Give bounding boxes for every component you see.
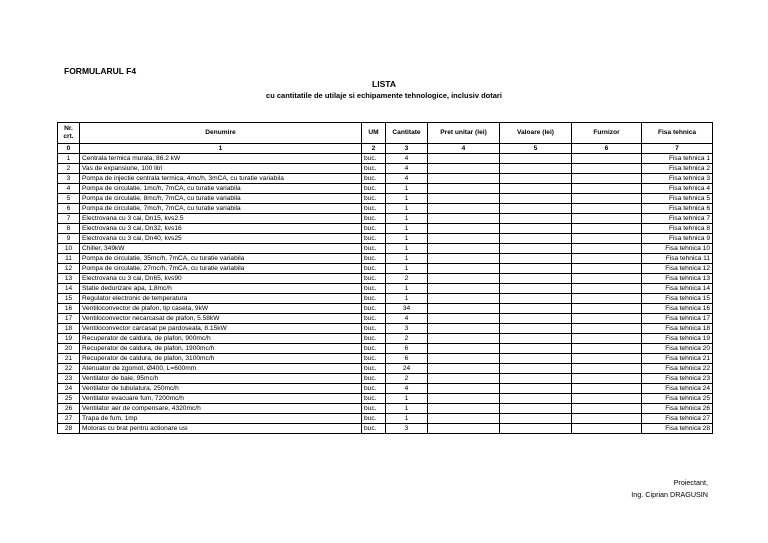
- row-number: 4: [58, 184, 80, 194]
- item-name: Recuperator de caldura, de plafon, 900mc/h: [80, 334, 362, 344]
- row-number: 5: [58, 194, 80, 204]
- table-row: [58, 254, 713, 264]
- item-um: buc.: [362, 224, 386, 234]
- col-header-denumire: Denumire: [80, 123, 362, 144]
- item-name: Pompa de circulatie, 27mc/h, 7mCA, cu turatie variabila: [80, 264, 362, 274]
- table-row: [58, 234, 713, 244]
- item-datasheet: Fisa tehnica 10: [642, 244, 713, 254]
- item-value: [500, 414, 572, 424]
- item-datasheet: Fisa tehnica 13: [642, 274, 713, 284]
- item-unit-price: [428, 274, 500, 284]
- col-header-fisa-tehnica: Fisa tehnica: [642, 123, 713, 144]
- item-datasheet: Fisa tehnica 24: [642, 384, 713, 394]
- table-row: [58, 174, 713, 184]
- item-name: Ventilator de tubulatura, 250mc/h: [80, 384, 362, 394]
- item-supplier: [572, 384, 642, 394]
- item-quantity: 4: [386, 174, 428, 184]
- row-number: 3: [58, 174, 80, 184]
- item-quantity: 1: [386, 214, 428, 224]
- item-name: Statie dedurizare apa, 1,8mc/h: [80, 284, 362, 294]
- item-quantity: 6: [386, 344, 428, 354]
- item-datasheet: Fisa tehnica 6: [642, 204, 713, 214]
- item-value: [500, 214, 572, 224]
- column-number: 1: [80, 144, 362, 154]
- item-um: buc.: [362, 154, 386, 164]
- item-um: buc.: [362, 194, 386, 204]
- item-quantity: 1: [386, 224, 428, 234]
- item-quantity: 2: [386, 374, 428, 384]
- row-number: 18: [58, 324, 80, 334]
- item-unit-price: [428, 174, 500, 184]
- item-quantity: 2: [386, 334, 428, 344]
- item-um: buc.: [362, 324, 386, 334]
- item-quantity: 4: [386, 384, 428, 394]
- item-name: Trapa de fum, 1mp: [80, 414, 362, 424]
- item-value: [500, 404, 572, 414]
- item-datasheet: Fisa tehnica 5: [642, 194, 713, 204]
- row-number: 2: [58, 164, 80, 174]
- item-value: [500, 164, 572, 174]
- signature-role: Proiectant,: [673, 478, 708, 487]
- table-row: [58, 364, 713, 374]
- item-um: buc.: [362, 304, 386, 314]
- item-supplier: [572, 424, 642, 434]
- item-datasheet: Fisa tehnica 18: [642, 324, 713, 334]
- column-number: 5: [500, 144, 572, 154]
- item-datasheet: Fisa tehnica 16: [642, 304, 713, 314]
- item-value: [500, 334, 572, 344]
- item-name: Ventilator evacuare fum, 7200mc/h: [80, 394, 362, 404]
- item-value: [500, 374, 572, 384]
- table-row: [58, 244, 713, 254]
- signature-name: Ing. Ciprian DRAGUSIN: [631, 490, 708, 499]
- table-row: [58, 204, 713, 214]
- item-name: Pompa de injectie centrala termica, 4mc/h, 3mCA, cu turatie variabila: [80, 174, 362, 184]
- item-name: Chiller, 349kW: [80, 244, 362, 254]
- item-quantity: 4: [386, 314, 428, 324]
- item-name: Ventilator de baie, 95mc/h: [80, 374, 362, 384]
- item-unit-price: [428, 254, 500, 264]
- item-supplier: [572, 244, 642, 254]
- col-header-valoare: Valoare (lei): [500, 123, 572, 144]
- item-quantity: 6: [386, 354, 428, 364]
- item-value: [500, 324, 572, 334]
- item-value: [500, 284, 572, 294]
- item-name: Electrovana cu 3 cai, Dn15, kvs2.5: [80, 214, 362, 224]
- item-supplier: [572, 254, 642, 264]
- table-row: [58, 284, 713, 294]
- column-number: 2: [362, 144, 386, 154]
- item-supplier: [572, 334, 642, 344]
- row-number: 10: [58, 244, 80, 254]
- item-um: buc.: [362, 394, 386, 404]
- item-datasheet: Fisa tehnica 17: [642, 314, 713, 324]
- item-supplier: [572, 274, 642, 284]
- row-number: 1: [58, 154, 80, 164]
- item-quantity: 1: [386, 284, 428, 294]
- row-number: 25: [58, 394, 80, 404]
- item-datasheet: Fisa tehnica 7: [642, 214, 713, 224]
- list-subtitle: cu cantitatile de utilaje si echipamente tehnologice, inclusiv dotari: [266, 91, 502, 100]
- table-row: [58, 374, 713, 384]
- item-unit-price: [428, 284, 500, 294]
- item-value: [500, 264, 572, 274]
- item-quantity: 4: [386, 164, 428, 174]
- item-unit-price: [428, 234, 500, 244]
- signature-block: [631, 477, 708, 501]
- row-number: 11: [58, 254, 80, 264]
- item-unit-price: [428, 424, 500, 434]
- item-um: buc.: [362, 364, 386, 374]
- item-value: [500, 294, 572, 304]
- item-um: buc.: [362, 264, 386, 274]
- item-datasheet: Fisa tehnica 20: [642, 344, 713, 354]
- item-datasheet: Fisa tehnica 22: [642, 364, 713, 374]
- item-name: Pompa de circulatie, 1mc/h, 7mCA, cu turatie variabila: [80, 184, 362, 194]
- item-datasheet: Fisa tehnica 1: [642, 154, 713, 164]
- item-value: [500, 254, 572, 264]
- item-supplier: [572, 214, 642, 224]
- table-row: [58, 314, 713, 324]
- col-header-nr: Nr. crt.: [58, 123, 80, 144]
- item-unit-price: [428, 264, 500, 274]
- item-um: buc.: [362, 254, 386, 264]
- item-quantity: 34: [386, 304, 428, 314]
- table-row: [58, 424, 713, 434]
- item-name: Electrovana cu 3 cai, Dn65, kvs90: [80, 274, 362, 284]
- table-row: [58, 274, 713, 284]
- item-supplier: [572, 194, 642, 204]
- item-name: Vas de expansiune, 100 litri: [80, 164, 362, 174]
- item-value: [500, 174, 572, 184]
- item-datasheet: Fisa tehnica 8: [642, 224, 713, 234]
- item-quantity: 1: [386, 394, 428, 404]
- table-row: [58, 154, 713, 164]
- item-supplier: [572, 394, 642, 404]
- item-um: buc.: [362, 244, 386, 254]
- item-um: buc.: [362, 314, 386, 324]
- row-number: 21: [58, 354, 80, 364]
- row-number: 27: [58, 414, 80, 424]
- column-number: 0: [58, 144, 80, 154]
- row-number: 26: [58, 404, 80, 414]
- item-quantity: 2: [386, 274, 428, 284]
- item-quantity: 1: [386, 204, 428, 214]
- item-supplier: [572, 224, 642, 234]
- header-row: [58, 123, 713, 144]
- item-supplier: [572, 404, 642, 414]
- item-um: buc.: [362, 234, 386, 244]
- col-header-furnizor: Furnizor: [572, 123, 642, 144]
- item-supplier: [572, 174, 642, 184]
- table-row: [58, 194, 713, 204]
- item-value: [500, 344, 572, 354]
- item-um: buc.: [362, 184, 386, 194]
- item-um: buc.: [362, 284, 386, 294]
- item-value: [500, 354, 572, 364]
- item-name: Recuperator de caldura, de plafon, 1900mc/h: [80, 344, 362, 354]
- item-datasheet: Fisa tehnica 4: [642, 184, 713, 194]
- item-unit-price: [428, 184, 500, 194]
- col-header-um: UM: [362, 123, 386, 144]
- item-datasheet: Fisa tehnica 15: [642, 294, 713, 304]
- item-supplier: [572, 234, 642, 244]
- item-datasheet: Fisa tehnica 12: [642, 264, 713, 274]
- item-quantity: 1: [386, 234, 428, 244]
- row-number: 7: [58, 214, 80, 224]
- item-unit-price: [428, 194, 500, 204]
- table-row: [58, 304, 713, 314]
- item-um: buc.: [362, 204, 386, 214]
- item-supplier: [572, 414, 642, 424]
- item-name: Electrovana cu 3 cai, Dn32, kvs16: [80, 224, 362, 234]
- col-header-pret-unitar: Pret unitar (lei): [428, 123, 500, 144]
- item-name: Centrala termica murala, 86.2 kW: [80, 154, 362, 164]
- list-title: LISTA: [372, 79, 396, 89]
- item-quantity: 1: [386, 254, 428, 264]
- item-value: [500, 424, 572, 434]
- item-um: buc.: [362, 274, 386, 284]
- item-supplier: [572, 294, 642, 304]
- item-name: Electrovana cu 3 cai, Dn40, kvs25: [80, 234, 362, 244]
- item-unit-price: [428, 364, 500, 374]
- item-value: [500, 184, 572, 194]
- item-datasheet: Fisa tehnica 21: [642, 354, 713, 364]
- item-um: buc.: [362, 344, 386, 354]
- item-name: Ventiloconvector necarcasat de plafon, 5.58kW: [80, 314, 362, 324]
- table-row: [58, 404, 713, 414]
- row-number: 22: [58, 364, 80, 374]
- col-header-cantitate: Cantitate: [386, 123, 428, 144]
- item-name: Ventilator aer de compensare, 4320mc/h: [80, 404, 362, 414]
- row-number: 13: [58, 274, 80, 284]
- item-datasheet: Fisa tehnica 11: [642, 254, 713, 264]
- row-number: 16: [58, 304, 80, 314]
- item-quantity: 1: [386, 414, 428, 424]
- item-value: [500, 194, 572, 204]
- item-supplier: [572, 204, 642, 214]
- item-unit-price: [428, 304, 500, 314]
- item-value: [500, 154, 572, 164]
- table-row: [58, 264, 713, 274]
- item-um: buc.: [362, 214, 386, 224]
- item-unit-price: [428, 344, 500, 354]
- column-number: 7: [642, 144, 713, 154]
- item-supplier: [572, 324, 642, 334]
- item-unit-price: [428, 324, 500, 334]
- item-value: [500, 304, 572, 314]
- item-supplier: [572, 264, 642, 274]
- item-um: buc.: [362, 384, 386, 394]
- item-value: [500, 364, 572, 374]
- equipment-table: [57, 122, 713, 434]
- item-datasheet: Fisa tehnica 23: [642, 374, 713, 384]
- item-quantity: 1: [386, 264, 428, 274]
- item-quantity: 24: [386, 364, 428, 374]
- item-um: buc.: [362, 164, 386, 174]
- item-name: Motoras cu brat pentru actionare usi: [80, 424, 362, 434]
- item-quantity: 1: [386, 294, 428, 304]
- item-unit-price: [428, 294, 500, 304]
- item-unit-price: [428, 164, 500, 174]
- item-datasheet: Fisa tehnica 14: [642, 284, 713, 294]
- item-name: Pompa de circulatie, 8mc/h, 7mCA, cu turatie variabila: [80, 194, 362, 204]
- item-datasheet: Fisa tehnica 25: [642, 394, 713, 404]
- table-row: [58, 324, 713, 334]
- item-value: [500, 204, 572, 214]
- row-number: 6: [58, 204, 80, 214]
- item-value: [500, 244, 572, 254]
- row-number: 9: [58, 234, 80, 244]
- item-supplier: [572, 314, 642, 324]
- item-quantity: 1: [386, 194, 428, 204]
- item-quantity: 1: [386, 184, 428, 194]
- column-number: 3: [386, 144, 428, 154]
- table-row: [58, 214, 713, 224]
- column-number: 4: [428, 144, 500, 154]
- item-um: buc.: [362, 424, 386, 434]
- item-quantity: 3: [386, 424, 428, 434]
- item-um: buc.: [362, 354, 386, 364]
- item-um: buc.: [362, 334, 386, 344]
- item-supplier: [572, 354, 642, 364]
- item-name: Recuperator de caldura, de plafon, 3100mc/h: [80, 354, 362, 364]
- row-number: 8: [58, 224, 80, 234]
- item-unit-price: [428, 314, 500, 324]
- item-value: [500, 274, 572, 284]
- item-unit-price: [428, 354, 500, 364]
- item-supplier: [572, 344, 642, 354]
- table-row: [58, 414, 713, 424]
- item-datasheet: Fisa tehnica 26: [642, 404, 713, 414]
- item-datasheet: Fisa tehnica 27: [642, 414, 713, 424]
- item-name: Atenuator de zgomot, Ø400, L=600mm: [80, 364, 362, 374]
- item-unit-price: [428, 384, 500, 394]
- item-unit-price: [428, 334, 500, 344]
- item-supplier: [572, 284, 642, 294]
- item-datasheet: Fisa tehnica 2: [642, 164, 713, 174]
- row-number: 23: [58, 374, 80, 384]
- item-value: [500, 384, 572, 394]
- item-datasheet: Fisa tehnica 9: [642, 234, 713, 244]
- item-unit-price: [428, 224, 500, 234]
- table-row: [58, 354, 713, 364]
- row-number: 20: [58, 344, 80, 354]
- item-supplier: [572, 164, 642, 174]
- item-unit-price: [428, 394, 500, 404]
- item-supplier: [572, 364, 642, 374]
- item-name: Ventiloconvector de plafon, tip caseta, 9kW: [80, 304, 362, 314]
- item-unit-price: [428, 214, 500, 224]
- item-quantity: 3: [386, 324, 428, 334]
- column-number: 6: [572, 144, 642, 154]
- item-unit-price: [428, 154, 500, 164]
- table-row: [58, 334, 713, 344]
- table-row: [58, 294, 713, 304]
- form-title: FORMULARUL F4: [64, 66, 137, 76]
- row-number: 28: [58, 424, 80, 434]
- row-number: 19: [58, 334, 80, 344]
- item-supplier: [572, 154, 642, 164]
- item-um: buc.: [362, 174, 386, 184]
- item-value: [500, 234, 572, 244]
- table-row: [58, 394, 713, 404]
- item-value: [500, 224, 572, 234]
- item-um: buc.: [362, 374, 386, 384]
- item-supplier: [572, 374, 642, 384]
- item-unit-price: [428, 244, 500, 254]
- table-row: [58, 384, 713, 394]
- item-value: [500, 394, 572, 404]
- item-name: Pompa de circulatie, 35mc/h, 7mCA, cu turatie variabila: [80, 254, 362, 264]
- item-value: [500, 314, 572, 324]
- row-number: 17: [58, 314, 80, 324]
- item-unit-price: [428, 404, 500, 414]
- table-row: [58, 224, 713, 234]
- table-row: [58, 184, 713, 194]
- item-um: buc.: [362, 414, 386, 424]
- item-datasheet: Fisa tehnica 19: [642, 334, 713, 344]
- item-um: buc.: [362, 294, 386, 304]
- row-number: 12: [58, 264, 80, 274]
- item-unit-price: [428, 374, 500, 384]
- item-datasheet: Fisa tehnica 3: [642, 174, 713, 184]
- item-unit-price: [428, 414, 500, 424]
- item-datasheet: Fisa tehnica 28: [642, 424, 713, 434]
- item-unit-price: [428, 204, 500, 214]
- item-supplier: [572, 304, 642, 314]
- item-quantity: 1: [386, 244, 428, 254]
- table-row: [58, 164, 713, 174]
- item-name: Regulator electronic de temperatura: [80, 294, 362, 304]
- item-supplier: [572, 184, 642, 194]
- row-number: 14: [58, 284, 80, 294]
- item-um: buc.: [362, 404, 386, 414]
- item-quantity: 1: [386, 404, 428, 414]
- column-number-row: [58, 144, 713, 154]
- item-name: Ventiloconvector carcasat pe pardoseala, 8.15kW: [80, 324, 362, 334]
- item-name: Pompa de circulatie, 7mc/h, 7mCA, cu turatie variabila: [80, 204, 362, 214]
- row-number: 24: [58, 384, 80, 394]
- table-row: [58, 344, 713, 354]
- item-quantity: 4: [386, 154, 428, 164]
- row-number: 15: [58, 294, 80, 304]
